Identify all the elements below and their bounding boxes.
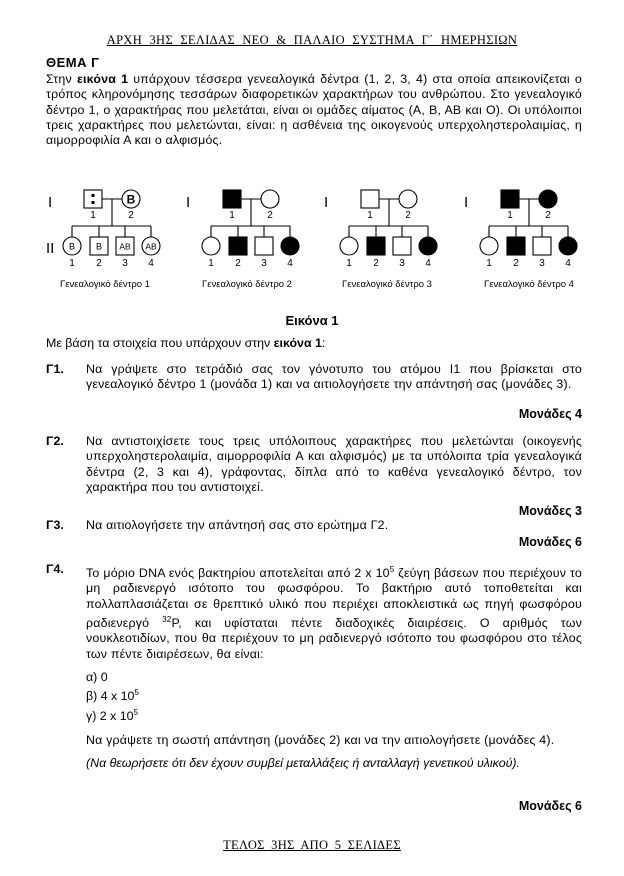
pedigree-tree-2 (186, 190, 299, 290)
child-number: 2 (96, 258, 102, 269)
prompt-post: : (321, 336, 326, 350)
marks-g3: Μονάδες 6 (518, 535, 582, 549)
pedigree-tree-4 (464, 190, 577, 290)
answer-option (86, 685, 582, 704)
question-text-part: P, και υφίσταται πέντε διαδοχικές διαιρέσεις. Ο αριθμός των νουκλεοτιδίων, που θα περιέχουν το μη ραδιενεργό ισότοπο του φωσφόρου στο τέλος των πέντε διαιρέσεων, θα είναι: (86, 616, 582, 661)
section-title: ΘΕΜΑ Γ (46, 55, 100, 70)
child-number: 3 (539, 258, 545, 269)
question-text-part: Το μόριο DNA ενός βακτηρίου αποτελείται από 2 x 10 (86, 566, 390, 581)
tree-caption: Γενεαλογικό δέντρο 1 (60, 279, 150, 290)
child-circle-affected (281, 237, 299, 255)
child-number: 4 (425, 258, 431, 269)
parent-number: 1 (90, 210, 96, 221)
intro-post: υπάρχουν τέσσερα γενεαλογικά δέντρα (1, 2, 3, 4) στα οποία απεικονίζεται ο τρόπος κληρονόμησης τεσσάρων διαφορετικών χαρακτήρων του ανθρώπου. Στο γενεαλογικό δέντρο 1, ο χαρακτήρας που μελετάται, είναι οι ομάδες αίματος (Α, Β, ΑΒ και Ο). Οι υπόλοιποι τρεις χαρακτήρες που μελετώνται, είναι: η ασθένεια της οικογενούς υπερχοληστερολαιμίας, η αιμορροφιλία Α και ο αλφισμός. (46, 72, 582, 148)
question-g3 (46, 518, 582, 533)
answer-option (86, 670, 582, 685)
isotope-mass: 32 (162, 615, 172, 625)
question-number: Γ3. (46, 518, 64, 532)
prompt-bold: εικόνα 1 (273, 336, 322, 350)
child-blood-label: B (95, 241, 103, 252)
child-number: 1 (346, 258, 352, 269)
pedigree-figure (40, 182, 600, 292)
option-label: α) 0 (86, 670, 108, 685)
question-number: Γ2. (46, 434, 64, 448)
child-blood-label: AB (145, 241, 157, 252)
father-square (84, 190, 102, 208)
option-label: β) 4 x 10 (86, 689, 135, 704)
father-square-affected (223, 190, 241, 208)
intro-paragraph (46, 72, 582, 148)
child-blood-label: AB (119, 241, 131, 252)
child-number: 1 (69, 258, 75, 269)
carrier-dot (92, 201, 95, 204)
child-number: 2 (235, 258, 241, 269)
parent-number: 2 (545, 210, 551, 221)
child-number: 1 (486, 258, 492, 269)
question-text: Να γράψετε στο τετράδιό σας τον γόνοτυπο του ατόμου Ι1 που βρίσκεται στο γενεαλογικό δέντρο 1 (μονάδα 1) και να αιτιολογήσετε την απάντησή σας (μονάδες 3). (86, 362, 582, 392)
child-number: 2 (373, 258, 379, 269)
parent-number: 2 (405, 210, 411, 221)
child-number: 2 (513, 258, 519, 269)
child-circle-affected (559, 237, 577, 255)
tree-caption: Γενεαλογικό δέντρο 2 (202, 279, 292, 290)
generation-label-I: I (464, 194, 469, 211)
generation-label-I: I (324, 194, 329, 211)
questions-prompt (46, 336, 325, 350)
parent-number: 1 (367, 210, 373, 221)
child-circle (340, 237, 358, 255)
marks-g1: Μονάδες 4 (518, 407, 582, 421)
question-number: Γ4. (46, 562, 64, 576)
mother-circle (399, 190, 417, 208)
exponent: 5 (389, 565, 395, 574)
child-circle (202, 237, 220, 255)
child-square (255, 237, 273, 255)
question-number: Γ1. (46, 362, 64, 376)
exponent: 5 (134, 688, 139, 698)
tree-caption: Γενεαλογικό δέντρο 4 (484, 279, 574, 290)
mother-circle-affected (539, 190, 557, 208)
parent-number: 1 (507, 210, 513, 221)
question-g4 (46, 562, 582, 772)
parent-number: 1 (229, 210, 235, 221)
intro-pre: Στην (46, 72, 77, 86)
question-note: (Να θεωρήσετε ότι δεν έχουν συμβεί μεταλλάξεις ή ανταλλαγή γενετικού υλικού). (86, 756, 520, 771)
option-label: γ) 2 x 10 (86, 708, 134, 723)
father-square (361, 190, 379, 208)
answer-options (86, 670, 582, 724)
generation-label-I: I (186, 194, 191, 211)
question-text: Να αιτιολογήσετε την απάντησή σας στο ερώτημα Γ2. (86, 518, 389, 532)
marks-g2: Μονάδες 3 (518, 504, 582, 518)
generation-label-II: II (46, 240, 55, 257)
child-circle (480, 237, 498, 255)
child-number: 3 (122, 258, 128, 269)
marks-g4: Μονάδες 6 (518, 799, 582, 813)
answer-option (86, 705, 582, 724)
exponent: 5 (133, 707, 138, 717)
child-square (533, 237, 551, 255)
generation-label-I: I (48, 194, 53, 211)
question-g2 (46, 434, 582, 495)
carrier-dot (92, 194, 95, 197)
mother-circle (261, 190, 279, 208)
pedigree-tree-3 (324, 190, 437, 290)
question-text (86, 562, 582, 662)
parent-number: 2 (128, 210, 134, 221)
child-number: 3 (261, 258, 267, 269)
mother-blood-label: B (126, 192, 136, 207)
child-square-affected (229, 237, 247, 255)
page-header: ΑΡΧΗ 3ΗΣ ΣΕΛΙΔΑΣ ΝΕΟ & ΠΑΛΑΙΟ ΣΥΣΤΗΜΑ Γ΄ ΗΜΕΡΗΣΙΩΝ (106, 33, 518, 47)
page-footer: ΤΕΛΟΣ 3ΗΣ ΑΠΟ 5 ΣΕΛΙΔΕΣ (223, 838, 401, 852)
child-square-affected (367, 237, 385, 255)
question-text: Να αντιστοιχίσετε τους τρεις υπόλοιπους χαρακτήρες που μελετώνται (οικογενής υπερχοληστερολαιμία, αιμορροφιλία Α και αλφισμός) με τα υπόλοιπα τρία γενεαλογικά δέντρα (2, 3 και 4), γράφοντας, δίπλα από το καθένα γενεαλογικό δέντρο, τον χαρακτήρα που του αντιστοιχεί. (86, 434, 582, 494)
pedigree-tree-1 (46, 190, 160, 290)
intro-bold: εικόνα 1 (76, 72, 129, 86)
child-blood-label: B (68, 241, 76, 252)
figure-caption: Εικόνα 1 (285, 313, 339, 328)
question-text-part: ζεύγη βάσεων που περιέχουν το μη ραδιενεργό ισότοπο του φωσφόρου. Το βακτήριο αυτό τοποθετείται και πολλαπλασιάζεται σε θρεπτικό υλικό που περιέχει αποκλειστικά ως πηγή φωσφόρου ραδιενεργό (86, 566, 582, 631)
child-number: 1 (208, 258, 214, 269)
tree-caption: Γενεαλογικό δέντρο 3 (342, 279, 432, 290)
child-number: 4 (565, 258, 571, 269)
question-instruction: Να γράψετε τη σωστή απάντηση (μονάδες 2) και να την αιτιολογήσετε (μονάδες 4). (86, 733, 555, 748)
child-number: 3 (399, 258, 405, 269)
child-square-affected (507, 237, 525, 255)
parent-number: 2 (267, 210, 273, 221)
child-number: 4 (287, 258, 293, 269)
prompt-pre: Με βάση τα στοιχεία που υπάρχουν στην (46, 336, 274, 350)
child-number: 4 (148, 258, 154, 269)
question-g1 (46, 362, 582, 393)
father-square-affected (501, 190, 519, 208)
child-circle-affected (419, 237, 437, 255)
child-square (393, 237, 411, 255)
